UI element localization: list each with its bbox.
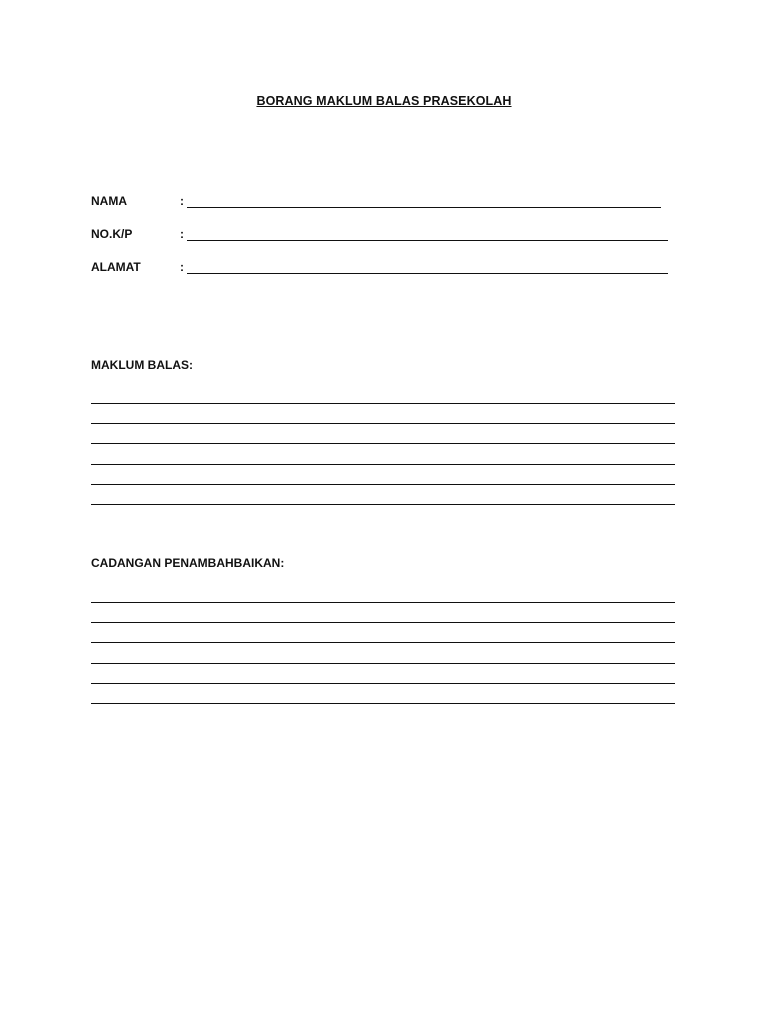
maklum-balas-line[interactable] bbox=[91, 504, 675, 505]
field-row-alamat bbox=[91, 260, 691, 276]
maklum-balas-line[interactable] bbox=[91, 484, 675, 485]
nama-field[interactable] bbox=[187, 207, 661, 208]
maklum-balas-line[interactable] bbox=[91, 403, 675, 404]
cadangan-line[interactable] bbox=[91, 703, 675, 704]
form-title: BORANG MAKLUM BALAS PRASEKOLAH bbox=[256, 94, 512, 108]
maklum-balas-line[interactable] bbox=[91, 423, 675, 424]
cadangan-line[interactable] bbox=[91, 622, 675, 623]
maklum-balas-line[interactable] bbox=[91, 443, 675, 444]
field-label-nokp: NO.K/P bbox=[91, 227, 133, 241]
section-heading-cadangan: CADANGAN PENAMBAHBAIKAN: bbox=[91, 556, 285, 570]
field-label-nama: NAMA bbox=[91, 194, 127, 208]
field-row-nama bbox=[91, 194, 691, 210]
field-colon: : bbox=[180, 260, 184, 274]
cadangan-line[interactable] bbox=[91, 642, 675, 643]
cadangan-line[interactable] bbox=[91, 683, 675, 684]
field-colon: : bbox=[180, 194, 184, 208]
cadangan-line[interactable] bbox=[91, 602, 675, 603]
alamat-field[interactable] bbox=[187, 273, 668, 274]
section-heading-maklum-balas: MAKLUM BALAS: bbox=[91, 358, 193, 372]
field-colon: : bbox=[180, 227, 184, 241]
nokp-field[interactable] bbox=[187, 240, 668, 241]
cadangan-line[interactable] bbox=[91, 663, 675, 664]
maklum-balas-line[interactable] bbox=[91, 464, 675, 465]
field-label-alamat: ALAMAT bbox=[91, 260, 141, 274]
field-row-nokp bbox=[91, 227, 691, 243]
